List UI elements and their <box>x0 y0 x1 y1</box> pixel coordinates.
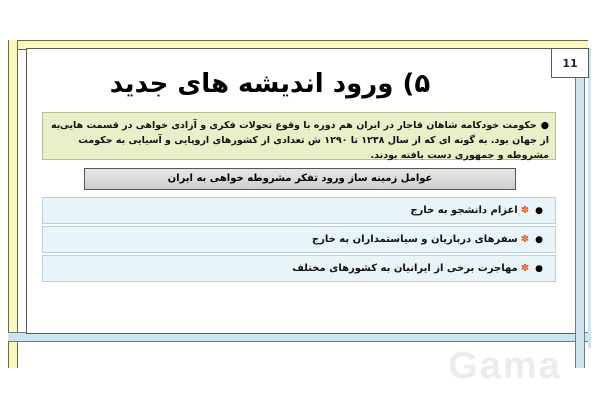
bullet-icon: ● <box>535 205 543 216</box>
section-header: عوامل زمینه ساز ورود تفکر مشروطه خواهی به ایران <box>84 168 516 190</box>
list-item-label: اعزام دانشجو به خارج <box>410 205 518 216</box>
list-item <box>42 226 556 253</box>
flower-icon: ✽ <box>520 205 530 216</box>
frame-right-outer-bar <box>588 48 591 348</box>
bullet-icon: ● <box>535 234 543 245</box>
watermark-logo: Gama <box>448 344 562 387</box>
list-item-label: سفرهای درباریان و سیاستمداران به خارج <box>311 234 518 245</box>
frame-right-bar <box>575 48 585 368</box>
intro-box <box>42 112 556 160</box>
list-item <box>42 255 556 282</box>
slide-title: ۵) ورود اندیشه های جدید <box>109 69 431 99</box>
flower-icon: ✽ <box>520 234 530 245</box>
intro-text: حکومت خودکامه شاهان قاجار در ایران هم دوره با وقوع تحولات فکری و آزادی خواهی در قسمت هایی از جهان بود. به گونه ای که از سال ۱۲۳۸ تا ۱۲۹۰ ش تعدادی از کشورهای اروپایی و آسیایی به حکومت مشروطه و جمهوری دست یافته بودند. <box>59 120 549 161</box>
list-item-label: مهاجرت برخی از ایرانیان به کشورهای مختلف <box>292 263 518 274</box>
slide-number: 11 <box>551 48 589 78</box>
flower-icon: ✽ <box>520 263 530 274</box>
intro-side-word: به <box>51 120 61 131</box>
list-item <box>42 197 556 224</box>
frame-left-bar <box>8 40 18 368</box>
bullet-icon: ● <box>540 120 549 131</box>
bullet-icon: ● <box>535 263 543 274</box>
